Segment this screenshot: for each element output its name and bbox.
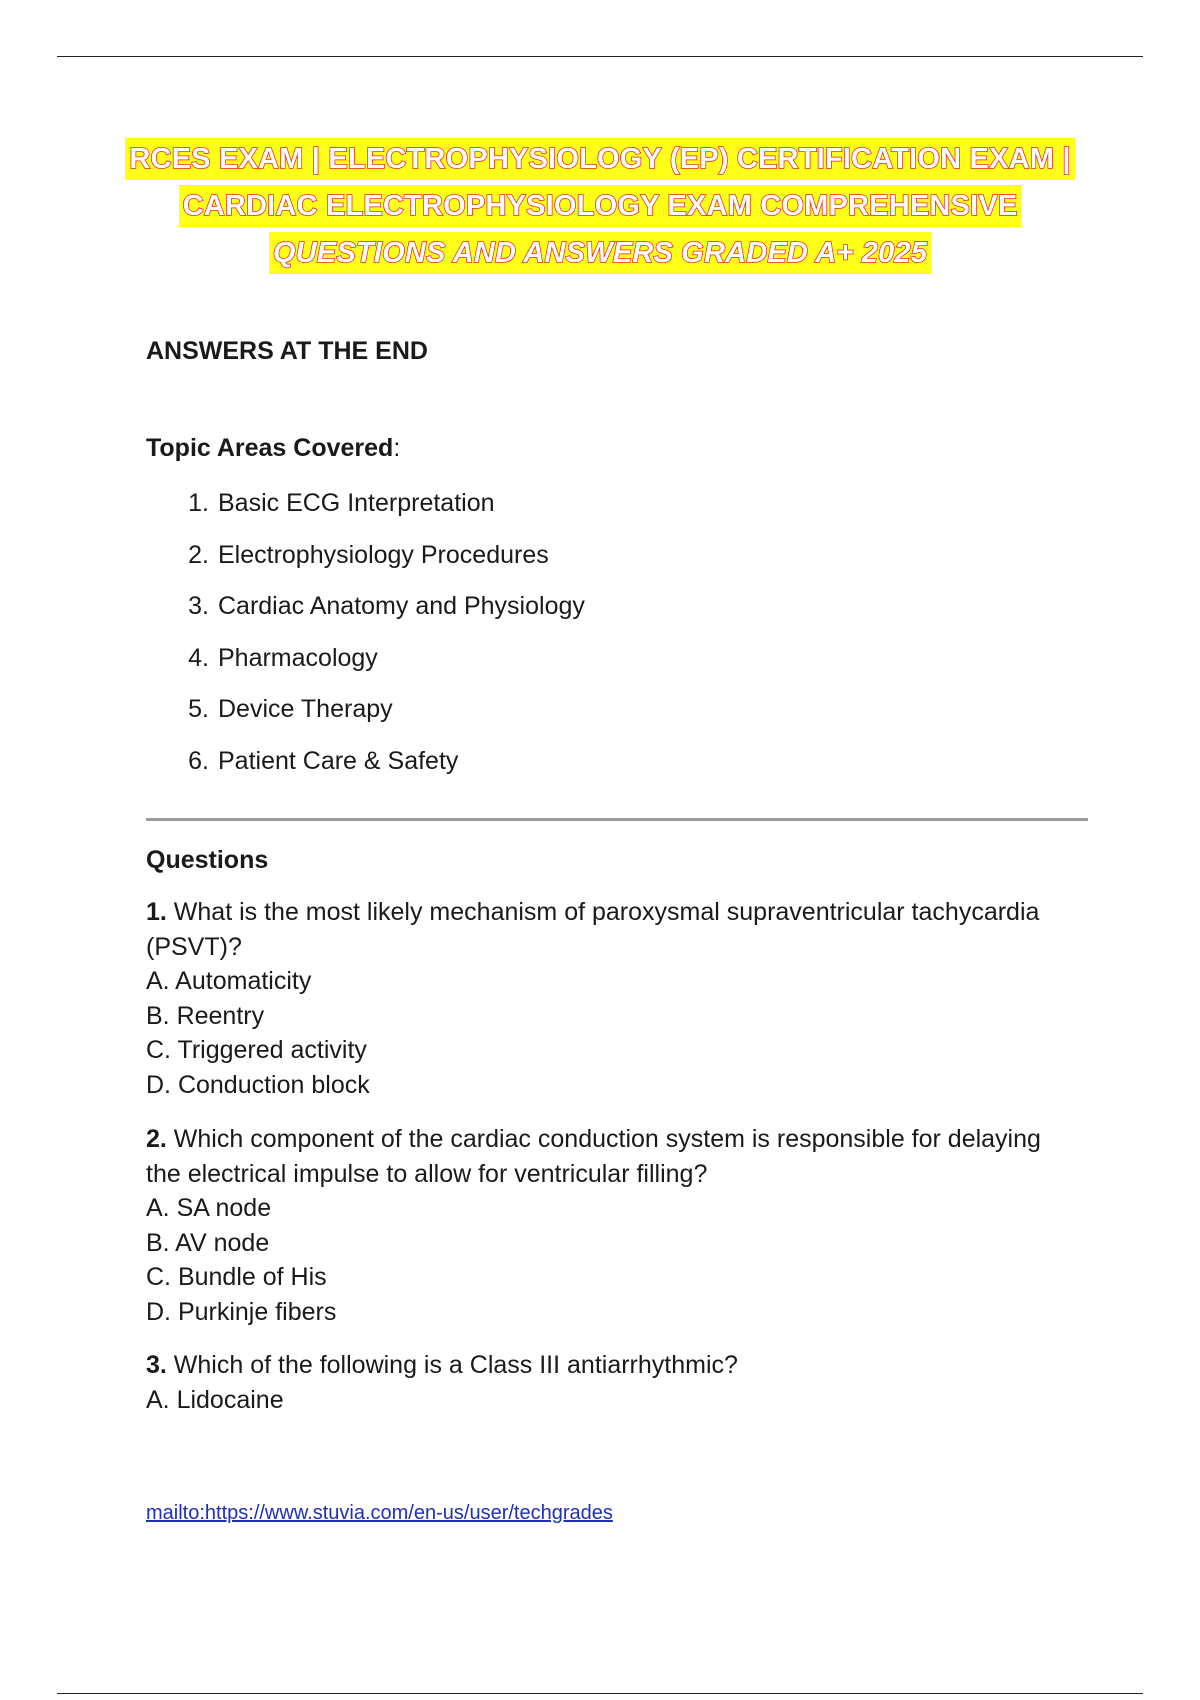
topics-heading-colon: : (393, 434, 401, 462)
page-top-rule (57, 56, 1143, 57)
questions-heading: Questions (146, 846, 269, 874)
topic-number: 1. (188, 489, 209, 517)
document-title (100, 138, 1100, 279)
answer-option: A. SA node (146, 1194, 272, 1222)
title-line-1: RCES EXAM | ELECTROPHYSIOLOGY (EP) CERTIFICATION EXAM | (125, 138, 1074, 180)
topic-item (146, 540, 1046, 592)
topic-number: 3. (188, 592, 209, 620)
topic-item (146, 643, 1046, 695)
question-text (146, 1122, 1076, 1191)
topic-label: Basic ECG Interpretation (218, 489, 495, 517)
answer-option: C. Triggered activity (146, 1036, 367, 1064)
answer-option: D. Conduction block (146, 1070, 370, 1099)
answers-note: ANSWERS AT THE END (146, 337, 428, 365)
title-line-3: QUESTIONS AND ANSWERS GRADED A+ 2025 (269, 232, 931, 274)
question-number: 3. (146, 1351, 167, 1379)
question-1 (146, 895, 1076, 1102)
title-line-2 (179, 185, 1022, 227)
answer-option: B. Reentry (146, 1001, 265, 1030)
topic-number: 5. (188, 695, 209, 723)
answer-option: A. Lidocaine (146, 1385, 284, 1414)
topic-label: Device Therapy (218, 695, 393, 723)
topics-heading (146, 434, 400, 463)
answer-option: C. Bundle of His (146, 1263, 327, 1291)
topic-label: Electrophysiology Procedures (218, 540, 549, 569)
topic-label: Cardiac Anatomy and Physiology (218, 592, 585, 620)
answer-option: A. Automaticity (146, 967, 312, 995)
answer-option: D. Purkinje fibers (146, 1297, 337, 1326)
topic-label: Pharmacology (218, 643, 378, 672)
question-stem: Which component of the cardiac conduction system is responsible for delaying the electrical impulse to allow for ventricular filling? (146, 1125, 1041, 1188)
question-text (146, 895, 1076, 964)
topic-number: 2. (188, 540, 209, 569)
topic-item (146, 694, 1046, 746)
page-bottom-rule (57, 1693, 1143, 1694)
title-line-2-text: CARDIAC ELECTROPHYSIOLOGY EXAM COMPREHENSIVE (182, 190, 1018, 222)
question-stem: Which of the following is a Class III antiarrhythmic? (166, 1351, 738, 1379)
topic-number: 4. (188, 643, 209, 672)
question-2 (146, 1122, 1076, 1329)
topics-heading-text: Topic Areas Covered (146, 434, 394, 462)
topic-item (146, 591, 1046, 643)
answer-option: B. AV node (146, 1228, 270, 1257)
question-3 (146, 1348, 1076, 1417)
footer-link[interactable]: mailto:https://www.stuvia.com/en-us/user/techgrades (146, 1502, 613, 1524)
question-stem: What is the most likely mechanism of paroxysmal supraventricular tachycardia (PSVT)? (146, 898, 1040, 961)
question-number: 2. (146, 1125, 167, 1153)
topic-label: Patient Care & Safety (218, 746, 459, 775)
question-text (146, 1348, 1076, 1383)
section-divider (146, 818, 1088, 821)
question-number: 1. (146, 898, 167, 926)
topic-item (146, 488, 1046, 540)
topic-list (146, 488, 1046, 797)
topic-number: 6. (188, 746, 209, 775)
topic-item (146, 746, 1046, 798)
